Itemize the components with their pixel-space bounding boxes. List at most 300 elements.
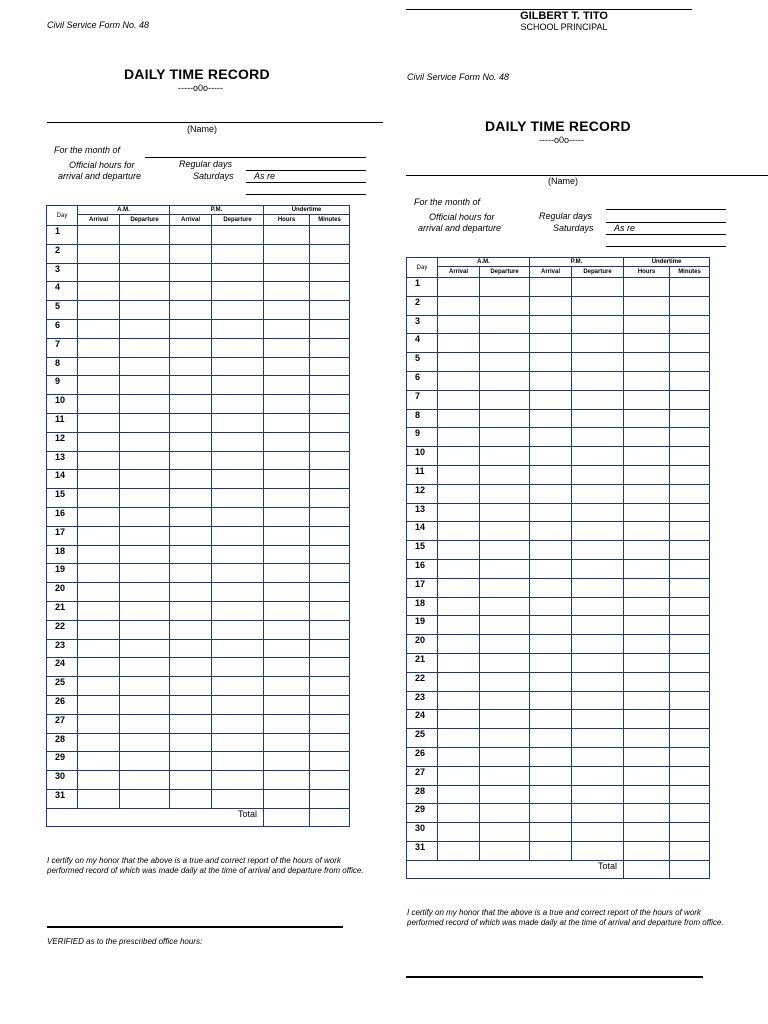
pm-arrival-cell[interactable] xyxy=(530,672,572,691)
pm-departure-cell[interactable] xyxy=(572,541,624,560)
day-number: 29 xyxy=(407,804,438,823)
undertime-hours-cell[interactable] xyxy=(624,484,670,503)
am-departure-cell[interactable] xyxy=(480,465,530,484)
form-number: Civil Service Form No. 48 xyxy=(47,20,150,30)
am-departure-cell[interactable] xyxy=(480,315,530,334)
am-arrival-cell[interactable] xyxy=(438,597,480,616)
am-arrival-cell[interactable] xyxy=(438,710,480,729)
pm-arrival-cell[interactable] xyxy=(530,278,572,297)
day-row xyxy=(407,616,710,635)
undertime-hours-cell[interactable] xyxy=(624,691,670,710)
am-arrival-cell[interactable] xyxy=(438,823,480,842)
pm-departure-cell[interactable] xyxy=(572,409,624,428)
undertime-hours-cell[interactable] xyxy=(624,823,670,842)
pm-departure-cell[interactable] xyxy=(572,353,624,372)
day-number: 3 xyxy=(407,315,438,334)
pm-arrival-cell[interactable] xyxy=(530,465,572,484)
pm-departure-cell[interactable] xyxy=(572,447,624,466)
pm-arrival-cell[interactable] xyxy=(530,296,572,315)
pm-departure-header: Departure xyxy=(212,215,264,226)
am-arrival-cell[interactable] xyxy=(438,691,480,710)
form-number: Civil Service Form No. 48 xyxy=(407,72,510,82)
pm-arrival-cell[interactable] xyxy=(530,578,572,597)
pm-header: P.M. xyxy=(170,206,264,215)
pm-arrival-cell[interactable] xyxy=(530,635,572,654)
undertime-hours-cell[interactable] xyxy=(624,653,670,672)
total-label: Total xyxy=(407,860,624,878)
am-departure-cell[interactable] xyxy=(480,597,530,616)
day-number: 15 xyxy=(47,489,78,508)
pm-departure-cell[interactable] xyxy=(572,804,624,823)
minutes-header: Minutes xyxy=(670,267,710,278)
am-arrival-cell[interactable] xyxy=(438,578,480,597)
am-arrival-cell[interactable] xyxy=(438,635,480,654)
day-number: 21 xyxy=(47,601,78,620)
official-hours-label-1: Official hours for xyxy=(69,160,135,170)
day-number: 16 xyxy=(407,559,438,578)
day-number: 9 xyxy=(47,376,78,395)
official-hours-label-1: Official hours for xyxy=(429,212,495,222)
undertime-minutes-cell[interactable] xyxy=(670,296,710,315)
pm-arrival-header: Arrival xyxy=(170,215,212,226)
am-departure-header: Departure xyxy=(120,215,170,226)
day-number: 10 xyxy=(47,395,78,414)
undertime-hours-cell[interactable] xyxy=(624,710,670,729)
am-departure-cell[interactable] xyxy=(480,578,530,597)
pm-departure-cell[interactable] xyxy=(572,710,624,729)
day-row xyxy=(407,447,710,466)
am-departure-cell[interactable] xyxy=(480,522,530,541)
pm-arrival-cell[interactable] xyxy=(530,691,572,710)
pm-header: P.M. xyxy=(530,258,624,267)
saturdays-value: As re xyxy=(254,171,276,181)
pm-departure-cell[interactable] xyxy=(572,578,624,597)
day-number: 11 xyxy=(407,465,438,484)
undertime-minutes-cell[interactable] xyxy=(670,503,710,522)
am-departure-cell[interactable] xyxy=(480,353,530,372)
am-arrival-cell[interactable] xyxy=(438,315,480,334)
am-departure-cell[interactable] xyxy=(480,503,530,522)
day-number: 4 xyxy=(47,282,78,301)
day-number: 8 xyxy=(47,357,78,376)
undertime-hours-cell[interactable] xyxy=(624,672,670,691)
undertime-minutes-cell[interactable] xyxy=(670,315,710,334)
form-title: DAILY TIME RECORD xyxy=(124,66,270,82)
pm-departure-cell[interactable] xyxy=(572,278,624,297)
undertime-minutes-cell[interactable] xyxy=(670,522,710,541)
pm-arrival-cell[interactable] xyxy=(530,729,572,748)
pm-departure-cell[interactable] xyxy=(572,559,624,578)
day-header: Day xyxy=(407,258,438,278)
pm-arrival-cell[interactable] xyxy=(530,484,572,503)
pm-arrival-cell[interactable] xyxy=(530,559,572,578)
undertime-hours-cell[interactable] xyxy=(624,616,670,635)
undertime-hours-cell[interactable] xyxy=(624,315,670,334)
day-number: 12 xyxy=(47,432,78,451)
am-header: A.M. xyxy=(78,206,170,215)
am-departure-cell[interactable] xyxy=(480,672,530,691)
name-label: (Name) xyxy=(548,176,579,186)
month-label: For the month of xyxy=(414,197,481,207)
am-departure-cell[interactable] xyxy=(480,409,530,428)
day-number: 17 xyxy=(47,526,78,545)
day-number: 21 xyxy=(407,653,438,672)
undertime-hours-cell[interactable] xyxy=(624,804,670,823)
am-arrival-cell[interactable] xyxy=(438,841,480,860)
am-departure-cell[interactable] xyxy=(480,653,530,672)
day-row xyxy=(407,747,710,766)
pm-arrival-cell[interactable] xyxy=(530,841,572,860)
undertime-minutes-cell[interactable] xyxy=(670,841,710,860)
am-departure-cell[interactable] xyxy=(480,334,530,353)
day-number: 9 xyxy=(407,428,438,447)
pm-arrival-cell[interactable] xyxy=(530,334,572,353)
pm-departure-cell[interactable] xyxy=(572,428,624,447)
am-arrival-cell[interactable] xyxy=(438,296,480,315)
undertime-hours-cell[interactable] xyxy=(624,766,670,785)
name-line[interactable] xyxy=(406,175,768,176)
undertime-hours-cell[interactable] xyxy=(624,841,670,860)
undertime-minutes-cell[interactable] xyxy=(670,578,710,597)
verified-text: VERIFIED as to the prescribed office hours: xyxy=(47,937,203,946)
day-number: 14 xyxy=(47,470,78,489)
pm-departure-cell[interactable] xyxy=(572,653,624,672)
undertime-minutes-cell[interactable] xyxy=(670,597,710,616)
day-row xyxy=(407,371,710,390)
day-number: 5 xyxy=(47,301,78,320)
day-number: 23 xyxy=(47,639,78,658)
pm-departure-cell[interactable] xyxy=(572,635,624,654)
undertime-hours-cell[interactable] xyxy=(624,729,670,748)
am-arrival-cell[interactable] xyxy=(438,804,480,823)
am-arrival-cell[interactable] xyxy=(438,428,480,447)
am-departure-cell[interactable] xyxy=(480,747,530,766)
am-departure-cell[interactable] xyxy=(480,691,530,710)
undertime-hours-cell[interactable] xyxy=(624,785,670,804)
day-number: 28 xyxy=(407,785,438,804)
certification-text: I certify on my honor that the above is a true and correct report of the hours of work performed record of which was made daily at the time of arrival and departure from office. xyxy=(47,856,364,875)
signature-line[interactable] xyxy=(406,976,703,978)
pm-departure-cell[interactable] xyxy=(572,616,624,635)
day-number: 15 xyxy=(407,541,438,560)
am-departure-cell[interactable] xyxy=(480,428,530,447)
day-number: 18 xyxy=(47,545,78,564)
day-number: 31 xyxy=(47,789,78,808)
am-arrival-cell[interactable] xyxy=(438,278,480,297)
day-row xyxy=(407,710,710,729)
undertime-hours-cell[interactable] xyxy=(624,747,670,766)
day-number: 22 xyxy=(407,672,438,691)
am-departure-cell[interactable] xyxy=(480,278,530,297)
day-number: 2 xyxy=(407,296,438,315)
am-arrival-cell[interactable] xyxy=(438,334,480,353)
undertime-minutes-cell[interactable] xyxy=(670,409,710,428)
name-label: (Name) xyxy=(187,124,218,134)
day-number: 30 xyxy=(47,771,78,790)
am-arrival-cell[interactable] xyxy=(438,729,480,748)
undertime-minutes-cell[interactable] xyxy=(670,447,710,466)
pm-arrival-cell[interactable] xyxy=(530,390,572,409)
day-number: 23 xyxy=(407,691,438,710)
day-number: 8 xyxy=(407,409,438,428)
pm-departure-cell[interactable] xyxy=(572,672,624,691)
undertime-minutes-cell[interactable] xyxy=(670,390,710,409)
undertime-hours-cell[interactable] xyxy=(624,559,670,578)
regular-days-label: Regular days xyxy=(539,211,593,221)
pm-arrival-cell[interactable] xyxy=(530,315,572,334)
day-number: 11 xyxy=(47,413,78,432)
undertime-minutes-cell[interactable] xyxy=(670,484,710,503)
day-row xyxy=(407,653,710,672)
pm-arrival-cell[interactable] xyxy=(530,766,572,785)
pm-arrival-cell[interactable] xyxy=(530,823,572,842)
pm-departure-cell[interactable] xyxy=(572,296,624,315)
am-departure-cell[interactable] xyxy=(480,484,530,503)
pm-departure-cell[interactable] xyxy=(572,747,624,766)
pm-arrival-cell[interactable] xyxy=(530,409,572,428)
am-departure-cell[interactable] xyxy=(480,635,530,654)
day-number: 14 xyxy=(407,522,438,541)
am-departure-cell[interactable] xyxy=(480,541,530,560)
am-arrival-cell[interactable] xyxy=(438,503,480,522)
undertime-minutes-cell[interactable] xyxy=(670,371,710,390)
day-number: 25 xyxy=(407,729,438,748)
pm-departure-cell[interactable] xyxy=(572,841,624,860)
pm-departure-cell[interactable] xyxy=(572,465,624,484)
pm-arrival-cell[interactable] xyxy=(530,616,572,635)
am-arrival-cell[interactable] xyxy=(438,484,480,503)
day-row xyxy=(407,635,710,654)
undertime-minutes-cell[interactable] xyxy=(670,428,710,447)
pm-departure-cell[interactable] xyxy=(572,390,624,409)
am-arrival-cell[interactable] xyxy=(438,653,480,672)
day-number: 13 xyxy=(407,503,438,522)
pm-departure-cell[interactable] xyxy=(572,522,624,541)
pm-departure-header: Departure xyxy=(572,267,624,278)
pm-departure-cell[interactable] xyxy=(572,597,624,616)
am-arrival-cell[interactable] xyxy=(438,747,480,766)
pm-arrival-cell[interactable] xyxy=(530,653,572,672)
undertime-hours-cell[interactable] xyxy=(624,390,670,409)
title-divider: -----o0o----- xyxy=(539,135,584,145)
am-departure-cell[interactable] xyxy=(480,823,530,842)
day-number: 18 xyxy=(407,597,438,616)
am-arrival-cell[interactable] xyxy=(438,447,480,466)
am-departure-cell[interactable] xyxy=(480,616,530,635)
am-departure-cell[interactable] xyxy=(480,766,530,785)
undertime-hours-cell[interactable] xyxy=(624,465,670,484)
undertime-hours-cell[interactable] xyxy=(624,428,670,447)
pm-departure-cell[interactable] xyxy=(572,766,624,785)
undertime-minutes-cell[interactable] xyxy=(670,804,710,823)
day-number: 25 xyxy=(47,677,78,696)
day-row xyxy=(407,766,710,785)
am-departure-cell[interactable] xyxy=(480,729,530,748)
undertime-minutes-cell[interactable] xyxy=(670,653,710,672)
day-header: Day xyxy=(47,206,78,226)
am-departure-cell[interactable] xyxy=(480,841,530,860)
pm-arrival-cell[interactable] xyxy=(530,785,572,804)
official-hours-label-2: arrival and departure xyxy=(418,223,502,233)
pm-arrival-cell[interactable] xyxy=(530,710,572,729)
undertime-minutes-cell[interactable] xyxy=(670,823,710,842)
am-departure-cell[interactable] xyxy=(480,804,530,823)
am-departure-cell[interactable] xyxy=(480,296,530,315)
am-departure-cell[interactable] xyxy=(480,785,530,804)
day-row xyxy=(407,522,710,541)
day-number: 3 xyxy=(47,263,78,282)
undertime-minutes-cell[interactable] xyxy=(670,635,710,654)
pm-departure-cell[interactable] xyxy=(572,729,624,748)
pm-departure-cell[interactable] xyxy=(572,484,624,503)
undertime-hours-cell[interactable] xyxy=(624,578,670,597)
day-number: 4 xyxy=(407,334,438,353)
undertime-hours-cell[interactable] xyxy=(624,371,670,390)
pm-arrival-cell[interactable] xyxy=(530,747,572,766)
am-departure-cell[interactable] xyxy=(480,559,530,578)
am-arrival-cell[interactable] xyxy=(438,390,480,409)
pm-arrival-cell[interactable] xyxy=(530,447,572,466)
day-row xyxy=(407,691,710,710)
undertime-minutes-cell[interactable] xyxy=(670,616,710,635)
am-arrival-cell[interactable] xyxy=(438,371,480,390)
undertime-hours-cell[interactable] xyxy=(624,522,670,541)
pm-arrival-cell[interactable] xyxy=(530,353,572,372)
am-arrival-header: Arrival xyxy=(438,267,480,278)
pm-departure-cell[interactable] xyxy=(572,823,624,842)
undertime-minutes-cell[interactable] xyxy=(670,465,710,484)
undertime-hours-cell[interactable] xyxy=(624,278,670,297)
pm-departure-cell[interactable] xyxy=(572,503,624,522)
month-line[interactable] xyxy=(606,209,726,210)
am-arrival-cell[interactable] xyxy=(438,672,480,691)
undertime-minutes-cell[interactable] xyxy=(670,353,710,372)
pm-arrival-cell[interactable] xyxy=(530,428,572,447)
pm-departure-cell[interactable] xyxy=(572,334,624,353)
total-minutes-cell[interactable] xyxy=(670,860,710,878)
pm-departure-cell[interactable] xyxy=(572,315,624,334)
undertime-minutes-cell[interactable] xyxy=(670,559,710,578)
day-number: 26 xyxy=(47,695,78,714)
time-record-table xyxy=(406,257,710,879)
am-departure-cell[interactable] xyxy=(480,710,530,729)
undertime-hours-cell[interactable] xyxy=(624,334,670,353)
undertime-minutes-cell[interactable] xyxy=(670,729,710,748)
undertime-hours-cell[interactable] xyxy=(624,635,670,654)
day-number: 1 xyxy=(407,278,438,297)
saturdays-label: Saturdays xyxy=(553,223,594,233)
day-row xyxy=(407,503,710,522)
day-number: 27 xyxy=(47,714,78,733)
form-title: DAILY TIME RECORD xyxy=(485,118,631,134)
saturdays-label: Saturdays xyxy=(193,171,234,181)
pm-arrival-cell[interactable] xyxy=(530,522,572,541)
am-arrival-cell[interactable] xyxy=(438,559,480,578)
official-hours-label-2: arrival and departure xyxy=(58,171,142,181)
am-arrival-header: Arrival xyxy=(78,215,120,226)
pm-arrival-cell[interactable] xyxy=(530,503,572,522)
day-row xyxy=(407,296,710,315)
am-arrival-cell[interactable] xyxy=(438,616,480,635)
pm-arrival-cell[interactable] xyxy=(530,804,572,823)
pm-departure-cell[interactable] xyxy=(572,785,624,804)
day-number: 7 xyxy=(47,338,78,357)
day-row xyxy=(407,428,710,447)
day-number: 19 xyxy=(407,616,438,635)
pm-departure-cell[interactable] xyxy=(572,371,624,390)
day-row xyxy=(407,541,710,560)
day-row xyxy=(407,353,710,372)
am-header: A.M. xyxy=(438,258,530,267)
am-arrival-cell[interactable] xyxy=(438,465,480,484)
pm-arrival-cell[interactable] xyxy=(530,597,572,616)
undertime-hours-cell[interactable] xyxy=(624,409,670,428)
am-arrival-cell[interactable] xyxy=(438,522,480,541)
certification-text: I certify on my honor that the above is a true and correct report of the hours of work performed record of which was made daily at the time of arrival and departure from office. xyxy=(407,908,724,927)
day-row xyxy=(407,672,710,691)
am-departure-cell[interactable] xyxy=(480,390,530,409)
am-departure-cell[interactable] xyxy=(480,447,530,466)
undertime-hours-cell[interactable] xyxy=(624,447,670,466)
undertime-minutes-cell[interactable] xyxy=(670,691,710,710)
day-row xyxy=(407,785,710,804)
undertime-minutes-cell[interactable] xyxy=(670,785,710,804)
extra-line[interactable] xyxy=(606,246,726,247)
undertime-minutes-cell[interactable] xyxy=(670,334,710,353)
undertime-hours-cell[interactable] xyxy=(624,296,670,315)
undertime-hours-cell[interactable] xyxy=(624,597,670,616)
undertime-minutes-cell[interactable] xyxy=(670,278,710,297)
day-number: 7 xyxy=(407,390,438,409)
undertime-minutes-cell[interactable] xyxy=(670,541,710,560)
am-arrival-cell[interactable] xyxy=(438,785,480,804)
minutes-header: Minutes xyxy=(310,215,350,226)
day-number: 26 xyxy=(407,747,438,766)
day-number: 27 xyxy=(407,766,438,785)
undertime-header: Undertime xyxy=(624,258,710,267)
am-arrival-cell[interactable] xyxy=(438,766,480,785)
am-arrival-cell[interactable] xyxy=(438,541,480,560)
pm-arrival-cell[interactable] xyxy=(530,541,572,560)
day-row xyxy=(407,823,710,842)
pm-departure-cell[interactable] xyxy=(572,691,624,710)
saturdays-line[interactable] xyxy=(606,234,726,235)
undertime-header: Undertime xyxy=(264,206,350,215)
am-departure-cell[interactable] xyxy=(480,371,530,390)
am-arrival-cell[interactable] xyxy=(438,353,480,372)
day-number: 6 xyxy=(407,371,438,390)
day-number: 20 xyxy=(407,635,438,654)
day-number: 31 xyxy=(407,841,438,860)
day-row xyxy=(407,578,710,597)
month-label: For the month of xyxy=(54,145,121,155)
undertime-minutes-cell[interactable] xyxy=(670,672,710,691)
day-number: 1 xyxy=(47,226,78,245)
saturdays-value: As re xyxy=(614,223,636,233)
undertime-minutes-cell[interactable] xyxy=(670,766,710,785)
total-hours-cell[interactable] xyxy=(624,860,670,878)
undertime-hours-cell[interactable] xyxy=(624,353,670,372)
day-row xyxy=(407,465,710,484)
am-arrival-cell[interactable] xyxy=(438,409,480,428)
day-number: 24 xyxy=(47,658,78,677)
undertime-hours-cell[interactable] xyxy=(624,503,670,522)
undertime-minutes-cell[interactable] xyxy=(670,747,710,766)
undertime-minutes-cell[interactable] xyxy=(670,710,710,729)
undertime-hours-cell[interactable] xyxy=(624,541,670,560)
hours-header: Hours xyxy=(624,267,670,278)
pm-arrival-cell[interactable] xyxy=(530,371,572,390)
